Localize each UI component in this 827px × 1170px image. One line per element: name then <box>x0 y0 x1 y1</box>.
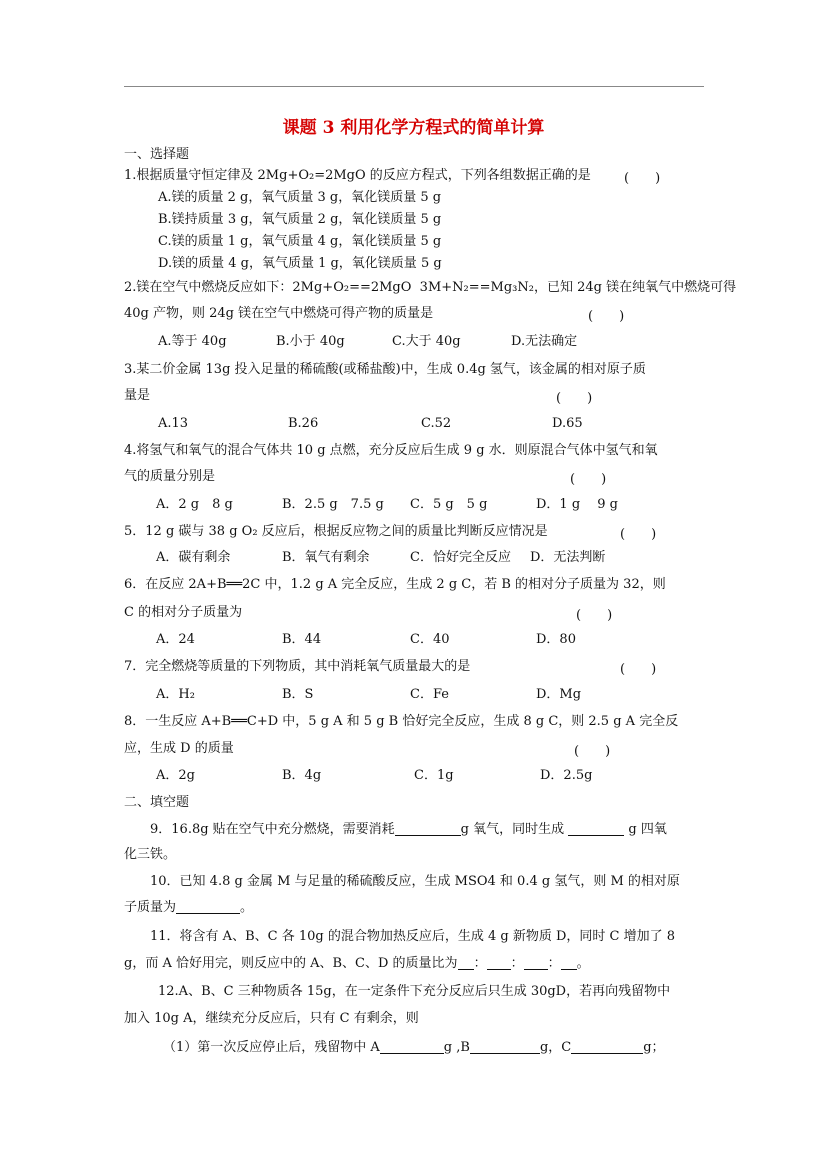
q6-stem-line2: C 的相对分子质量为 <box>124 605 243 620</box>
q5-stem: 5．12 g 碳与 38 g O₂ 反应后，根据反应物之间的质量比判断反应情况是 <box>124 524 548 539</box>
q11-ratio-b-blank[interactable] <box>487 955 511 970</box>
q11-text-a: g，而 A 恰好用完，则反应中的 A、B、C、D 的质量比为 <box>124 956 458 971</box>
q2-answer-paren: ( ) <box>588 309 625 324</box>
q12-line2: 加入 10g A，继续充分反应后，只有 C 有剩余，则 <box>124 1011 419 1026</box>
q5-option-d: D．无法判断 <box>530 550 606 565</box>
section-heading-choice: 一、选择题 <box>124 147 190 162</box>
q9-text-c: g 四氧 <box>628 822 667 837</box>
q10-line1: 10．已知 4.8 g 金属 M 与足量的稀硫酸反应，生成 MSO4 和 0.4 g 氢气，则 M 的相对原 <box>150 874 680 889</box>
q4-option-a: A．2 g 8 g <box>156 497 233 512</box>
q9-line2: 化三铁。 <box>124 847 177 862</box>
q5-option-a: A．碳有剩余 <box>156 550 231 565</box>
q4-option-d: D．1 g 9 g <box>536 497 619 512</box>
q2-stem-line2: 40g 产物，则 24g 镁在空气中燃烧可得产物的质量是 <box>124 306 434 321</box>
q8-stem-line1: 8．一生反应 A+B══C+D 中，5 g A 和 5 g B 恰好完全反应，生成 8 g C，则 2.5 g A 完全反 <box>124 714 679 729</box>
q12-sub1 <box>163 1039 665 1057</box>
q1-option-b: B.镁持质量 3 g，氧气质量 2 g，氧化镁质量 5 g <box>158 212 442 227</box>
q6-option-a: A．24 <box>156 632 195 647</box>
q12-sub-text-b: g ,B <box>443 1040 470 1055</box>
q11-ratio-d-blank[interactable] <box>561 955 577 970</box>
q3-option-d: D.65 <box>552 416 583 431</box>
q12-sub-text-d: g； <box>643 1040 665 1055</box>
q8-stem-line2: 应，生成 D 的质量 <box>124 741 234 756</box>
q7-option-d: D．Mg <box>536 687 582 702</box>
q2-option-a: A.等于 40g <box>158 334 227 349</box>
q5-option-b: B．氧气有剩余 <box>282 550 370 565</box>
q3-stem-line2: 量是 <box>124 388 151 403</box>
q4-stem-line2: 气的质量分别是 <box>124 469 216 484</box>
q4-option-c: C．5 g 5 g <box>410 497 488 512</box>
q11-ratio-a-blank[interactable] <box>458 955 474 970</box>
q6-option-d: D．80 <box>536 632 576 647</box>
q9-product-blank[interactable] <box>568 821 624 836</box>
q3-option-a: A.13 <box>158 416 189 431</box>
q9-text-b: g 氧气，同时生成 <box>460 822 565 837</box>
q12-c-residue-blank[interactable] <box>571 1039 643 1054</box>
q3-option-c: C.52 <box>421 416 452 431</box>
q2-stem-line1: 2.镁在空气中燃烧反应如下：2Mg+O₂==2MgO 3M+N₂==Mg₃N₂，已知 24g 镁在纯氧气中燃烧可得 <box>124 280 737 295</box>
q3-stem-line1: 3.某二价金属 13g 投入足量的稀硫酸(或稀盐酸)中，生成 0.4g 氢气，该金属的相对原子质 <box>124 362 646 377</box>
q12-a-residue-blank[interactable] <box>380 1039 444 1054</box>
q1-option-a: A.镁的质量 2 g，氧气质量 3 g，氧化镁质量 5 g <box>158 190 442 205</box>
q3-answer-paren: ( ) <box>556 391 593 406</box>
q7-option-a: A．H₂ <box>156 687 195 702</box>
q10-line2 <box>124 899 253 917</box>
q1-option-d: D.镁的质量 4 g，氧气质量 1 g，氧化镁质量 5 g <box>158 256 442 271</box>
header-rule <box>124 86 704 87</box>
q3-option-b: B.26 <box>288 416 319 431</box>
q8-option-b: B．4g <box>282 768 322 783</box>
q11-end: 。 <box>576 956 590 971</box>
q1-answer-paren: ( ) <box>624 171 661 186</box>
q7-option-b: B．S <box>282 687 314 702</box>
q6-option-c: C．40 <box>410 632 450 647</box>
q11-colon: ： <box>547 956 561 971</box>
q6-stem-line1: 6．在反应 2A+B══2C 中，1.2 g A 完全反应，生成 2 g C，若 B 的相对分子质量为 32，则 <box>124 577 666 592</box>
q5-option-c: C．恰好完全反应 <box>410 550 511 565</box>
q9-oxygen-blank[interactable] <box>395 821 461 836</box>
q12-line1: 12.A、B、C 三种物质各 15g，在一定条件下充分反应后只生成 30gD，若再向残留物中 <box>158 984 671 999</box>
q12-b-residue-blank[interactable] <box>470 1039 540 1054</box>
q2-option-b: B.小于 40g <box>276 334 345 349</box>
q5-answer-paren: ( ) <box>620 527 657 542</box>
q12-sub-text-c: g，C <box>539 1040 572 1055</box>
q10-text-a: 子质量为 <box>124 900 177 915</box>
q7-option-c: C．Fe <box>410 687 449 702</box>
q9-text-a: 9．16.8g 贴在空气中充分燃烧，需要消耗 <box>150 822 395 837</box>
q8-option-a: A．2g <box>156 768 195 783</box>
q7-answer-paren: ( ) <box>620 662 657 677</box>
q9-line1 <box>150 821 667 839</box>
q2-option-d: D.无法确定 <box>511 334 578 349</box>
q11-ratio-c-blank[interactable] <box>524 955 548 970</box>
section-heading-fill: 二、填空题 <box>124 795 190 810</box>
page-title: 课题 3 利用化学方程式的简单计算 <box>282 118 545 138</box>
q8-option-d: D．2.5g <box>540 768 593 783</box>
q12-sub-text-a: （1）第一次反应停止后，残留物中 A <box>163 1040 380 1055</box>
q11-line2 <box>124 955 590 973</box>
q10-text-b: 。 <box>240 900 254 915</box>
q1-option-c: C.镁的质量 1 g，氧气质量 4 g，氧化镁质量 5 g <box>158 234 442 249</box>
q11-line1: 11．将含有 A、B、C 各 10g 的混合物加热反应后，生成 4 g 新物质 D，同时 C 增加了 8 <box>150 929 675 944</box>
q4-stem-line1: 4.将氢气和氧气的混合气体共 10 g 点燃，充分反应后生成 9 g 水．则原混合气体中氢气和氧 <box>124 443 658 458</box>
q2-option-c: C.大于 40g <box>392 334 461 349</box>
q8-option-c: C．1g <box>414 768 454 783</box>
q4-option-b: B．2.5 g 7.5 g <box>282 497 384 512</box>
q6-answer-paren: ( ) <box>576 608 613 623</box>
q4-answer-paren: ( ) <box>570 472 607 487</box>
q1-stem: 1.根据质量守恒定律及 2Mg+O₂=2MgO 的反应方程式，下列各组数据正确的是 <box>124 168 591 183</box>
q11-colon: ： <box>510 956 524 971</box>
q11-colon: ： <box>473 956 487 971</box>
q10-mass-blank[interactable] <box>176 899 240 914</box>
q8-answer-paren: ( ) <box>574 744 611 759</box>
q6-option-b: B．44 <box>282 632 322 647</box>
q7-stem: 7．完全燃烧等质量的下列物质，其中消耗氧气质量最大的是 <box>124 659 471 674</box>
